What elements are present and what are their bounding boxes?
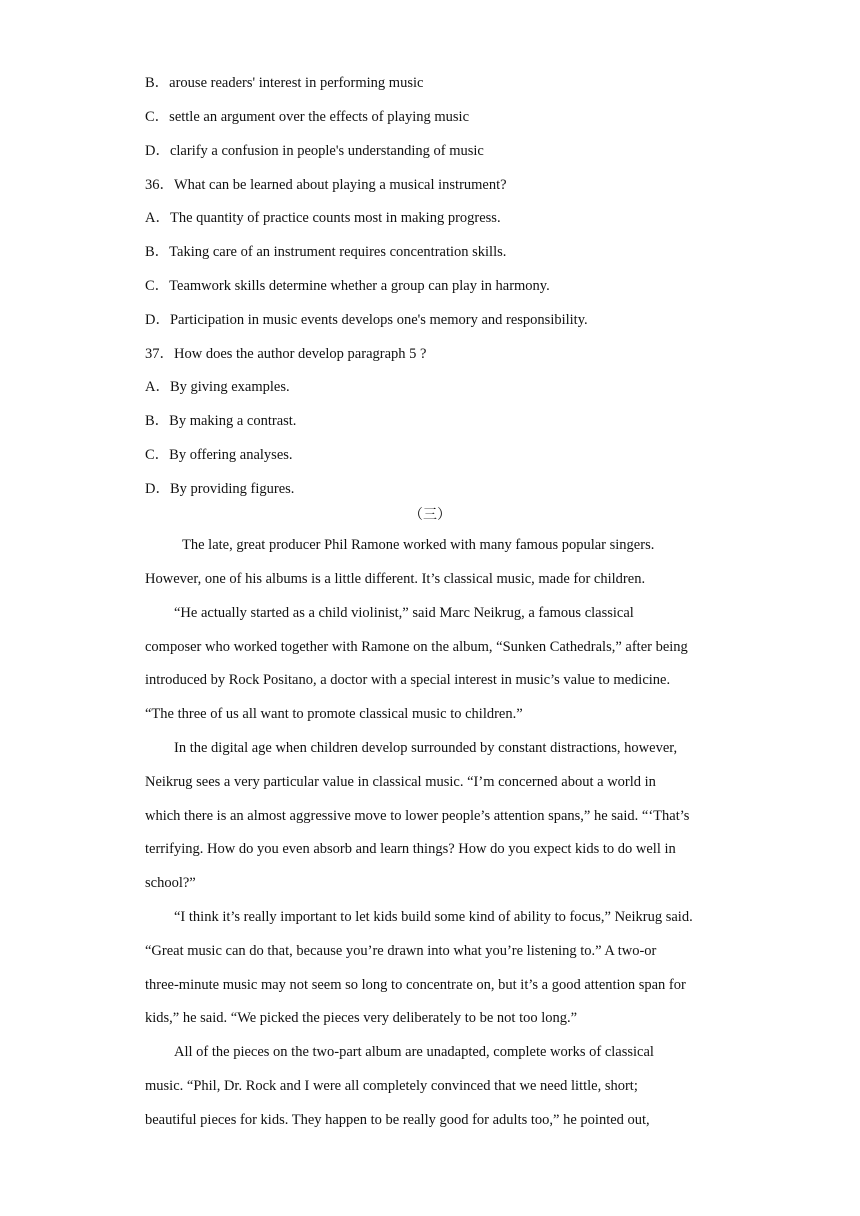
passage-p1-line: However, one of his albums is a little different. It’s classical music, made for children. <box>145 571 646 587</box>
q36-option-d[interactable]: D．Participation in music events develops one's memory and responsibility. <box>145 312 588 328</box>
passage-p3-line: Neikrug sees a very particular value in classical music. “I’m concerned about a world in <box>145 774 656 790</box>
passage-p2-line: introduced by Rock Positano, a doctor with a special interest in music’s value to medicine. <box>145 672 671 688</box>
q36-option-b[interactable]: B．Taking care of an instrument requires concentration skills. <box>145 244 507 260</box>
passage-p2-line: “He actually started as a child violinist,” said Marc Neikrug, a famous classical <box>174 605 634 621</box>
q35-option-b[interactable]: B．arouse readers' interest in performing music <box>145 75 424 91</box>
section-heading: （三） <box>409 508 451 523</box>
passage-p3-line: school?” <box>145 875 196 891</box>
q37-option-c[interactable]: C．By offering analyses. <box>145 447 293 463</box>
q37-option-d[interactable]: D．By providing figures. <box>145 481 295 497</box>
passage-p3-line: which there is an almost aggressive move to lower people’s attention spans,” he said. “‘That’s <box>145 808 690 824</box>
q35-option-c[interactable]: C．settle an argument over the effects of playing music <box>145 109 470 125</box>
passage-p2-line: composer who worked together with Ramone on the album, “Sunken Cathedrals,” after being <box>145 639 688 655</box>
q36-option-c[interactable]: C．Teamwork skills determine whether a group can play in harmony. <box>145 278 550 294</box>
passage-p5-line: music. “Phil, Dr. Rock and I were all completely convinced that we need little, short; <box>145 1078 638 1094</box>
passage-p4-line: “Great music can do that, because you’re drawn into what you’re listening to.” A two-or <box>145 943 657 959</box>
passage-p5-line: All of the pieces on the two-part album are unadapted, complete works of classical <box>174 1044 654 1060</box>
passage-p5-line: beautiful pieces for kids. They happen to be really good for adults too,” he pointed out, <box>145 1112 650 1128</box>
q37-option-b[interactable]: B．By making a contrast. <box>145 413 297 429</box>
passage-p4-line: kids,” he said. “We picked the pieces very deliberately to be not too long.” <box>145 1010 578 1026</box>
passage-p4-line: “I think it’s really important to let kids build some kind of ability to focus,” Neikrug said. <box>174 909 693 925</box>
passage-p4-line: three-minute music may not seem so long to concentrate on, but it’s a good attention span for <box>145 977 686 993</box>
q36-option-a[interactable]: A．The quantity of practice counts most in making progress. <box>145 210 501 226</box>
passage-p2-line: “The three of us all want to promote classical music to children.” <box>145 706 523 722</box>
q36-question: 36．What can be learned about playing a musical instrument? <box>145 177 507 193</box>
q37-question: 37．How does the author develop paragraph 5 ? <box>145 346 427 362</box>
passage-p3-line: In the digital age when children develop surrounded by constant distractions, however, <box>174 740 678 756</box>
q35-option-d[interactable]: D．clarify a confusion in people's understanding of music <box>145 143 484 159</box>
passage-p3-line: terrifying. How do you even absorb and learn things? How do you expect kids to do well in <box>145 841 676 857</box>
q37-option-a[interactable]: A．By giving examples. <box>145 379 290 395</box>
passage-p1-line: The late, great producer Phil Ramone worked with many famous popular singers. <box>182 537 655 553</box>
